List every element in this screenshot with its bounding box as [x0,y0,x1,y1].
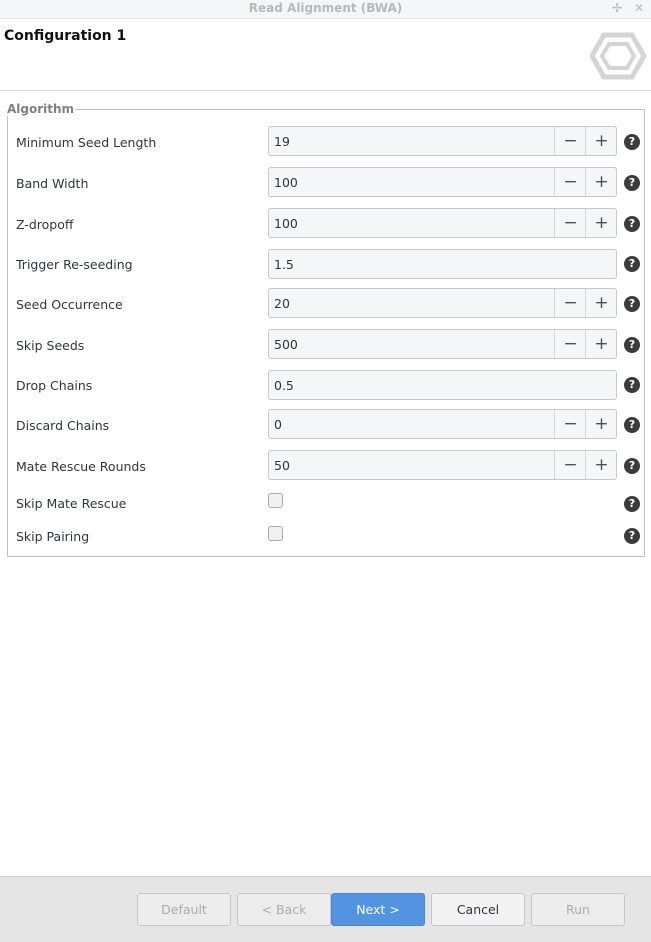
help-icon[interactable]: ? [624,417,640,433]
trigger-re-seeding-field[interactable] [268,249,617,279]
spinbox-value[interactable]: 0 [274,417,282,432]
spinbox-value[interactable]: 100 [274,175,298,190]
minimum-seed-length-spinbox[interactable] [268,126,617,156]
decrement-button[interactable]: − [554,330,586,358]
decrement-button[interactable]: − [554,410,586,438]
help-icon[interactable]: ? [624,256,640,272]
drop-chains-field[interactable] [268,370,617,400]
z-dropoff-spinbox[interactable] [268,208,617,238]
spinbox-value[interactable]: 19 [274,134,290,149]
increment-button[interactable]: + [585,451,617,479]
help-icon[interactable]: ? [624,496,640,512]
help-icon[interactable]: ? [624,337,640,353]
label-trigger-re-seeding: Trigger Re-seeding [16,257,133,272]
label-seed-occurrence: Seed Occurrence [16,297,123,312]
discard-chains-spinbox[interactable] [268,409,617,439]
label-skip-pairing: Skip Pairing [16,529,90,544]
increment-button[interactable]: + [585,168,617,196]
cancel-button[interactable]: Cancel [431,893,525,926]
group-title: Algorithm [7,102,75,116]
spinbox-value[interactable]: 100 [274,216,298,231]
help-icon[interactable]: ? [624,134,640,150]
field-value[interactable]: 1.5 [274,257,294,272]
increment-button[interactable]: + [585,127,617,155]
band-width-spinbox[interactable] [268,167,617,197]
skip-mate-rescue-checkbox[interactable] [268,493,283,508]
back-button[interactable]: < Back [237,893,331,926]
seed-occurrence-spinbox[interactable] [268,288,617,318]
label-drop-chains: Drop Chains [16,378,93,393]
label-skip-seeds: Skip Seeds [16,338,85,353]
help-icon[interactable]: ? [624,175,640,191]
label-band-width: Band Width [16,176,89,191]
run-button[interactable]: Run [531,893,625,926]
decrement-button[interactable]: − [554,451,586,479]
window-title: Read Alignment (BWA) [248,1,403,15]
decrement-button[interactable]: − [554,168,586,196]
increment-button[interactable]: + [585,209,617,237]
next-button[interactable]: Next > [331,893,425,926]
skip-pairing-checkbox[interactable] [268,526,283,541]
window-titlebar [0,0,651,19]
help-icon[interactable]: ? [624,216,640,232]
decrement-button[interactable]: − [554,289,586,317]
help-icon[interactable]: ? [624,528,640,544]
increment-button[interactable]: + [585,330,617,358]
increment-button[interactable]: + [585,410,617,438]
label-discard-chains: Discard Chains [16,418,110,433]
spinbox-value[interactable]: 50 [274,458,290,473]
label-mate-rescue-rounds: Mate Rescue Rounds [16,459,146,474]
wizard-header [0,19,651,91]
skip-seeds-spinbox[interactable] [268,329,617,359]
decrement-button[interactable]: − [554,209,586,237]
increment-button[interactable]: + [585,289,617,317]
pin-icon[interactable]: ✢ [612,1,623,15]
spinbox-value[interactable]: 500 [274,337,298,352]
label-z-dropoff: Z-dropoff [16,217,74,232]
help-icon[interactable]: ? [624,377,640,393]
label-minimum-seed-length: Minimum Seed Length [16,135,157,150]
help-icon[interactable]: ? [624,458,640,474]
mate-rescue-rounds-spinbox[interactable] [268,450,617,480]
field-value[interactable]: 0.5 [274,378,294,393]
page-title: Configuration 1 [4,28,127,44]
close-icon[interactable]: ✕ [634,1,645,15]
default-button[interactable]: Default [137,893,231,926]
app-logo-icon [590,31,646,81]
spinbox-value[interactable]: 20 [274,296,290,311]
decrement-button[interactable]: − [554,127,586,155]
help-icon[interactable]: ? [624,296,640,312]
label-skip-mate-rescue: Skip Mate Rescue [16,496,127,511]
